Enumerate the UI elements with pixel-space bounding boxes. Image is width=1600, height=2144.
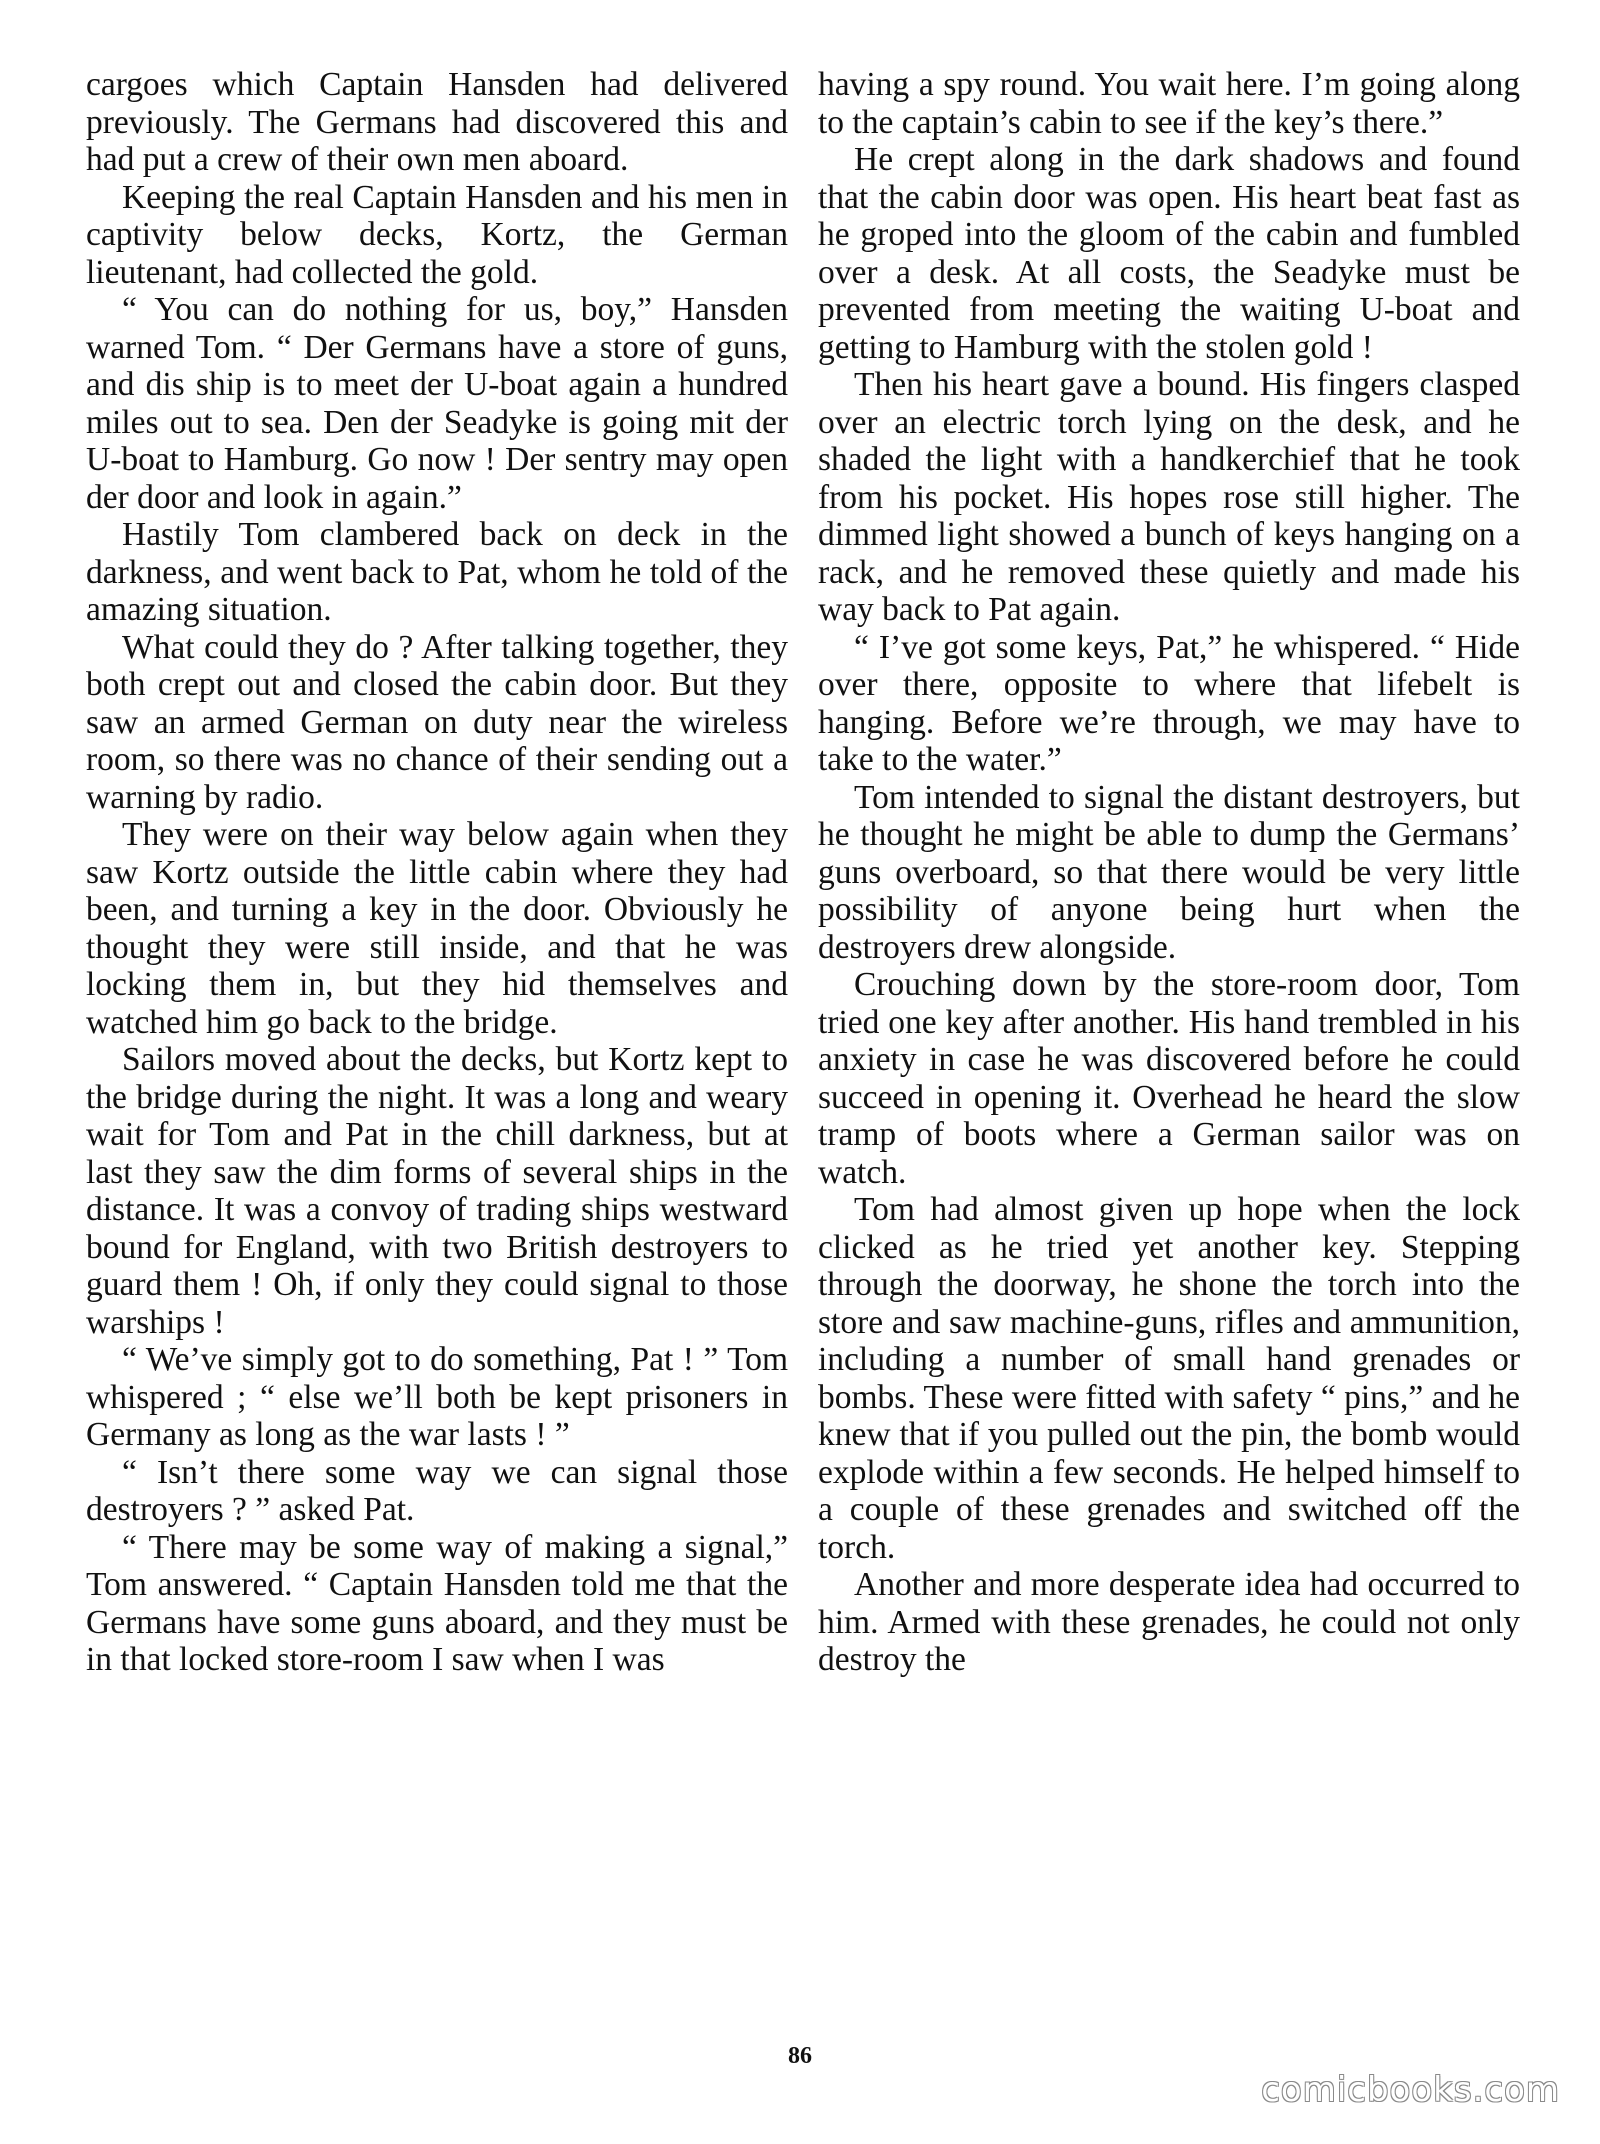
paragraph: “ You can do nothing for us, boy,” Hansden warned Tom. “ Der Germans have a store of guns, and dis ship is to meet der U-boat again a hundred miles out to sea. Den der Seadyke is going mit der U-boat to Hamburg. Go now ! Der sentry may open der door and look in again.” <box>86 291 788 516</box>
paragraph: Crouching down by the store-room door, Tom tried one key after another. His hand trembled in his anxiety in case he was discovered before he could succeed in opening it. Overhead he heard the slow tramp of boots where a German sailor was on watch. <box>818 966 1520 1191</box>
page-number: 86 <box>788 2043 812 2069</box>
watermark: comicbooks.com <box>1261 2070 1560 2110</box>
paragraph: Tom intended to signal the distant destroyers, but he thought he might be able to dump the Germans’ guns overboard, so that there would be very little possibility of anyone being hurt when the destroyers drew alongside. <box>818 778 1520 966</box>
paragraph: having a spy round. You wait here. I’m going along to the captain’s cabin to see if the key’s there.” <box>818 66 1520 141</box>
paragraph: What could they do ? After talking together, they both crept out and closed the cabin door. But they saw an armed German on duty near the wireless room, so there was no chance of their sending out a warning by radio. <box>86 628 788 816</box>
paragraph: They were on their way below again when they saw Kortz outside the little cabin where they had been, and turning a key in the door. Obviously he thought they were still inside, and that he was locking them in, but they hid themselves and watched him go back to the bridge. <box>86 816 788 1041</box>
paragraph: Sailors moved about the decks, but Kortz kept to the bridge during the night. It was a long and weary wait for Tom and Pat in the chill darkness, but at last they saw the dim forms of several ships in the distance. It was a convoy of trading ships westward bound for England, with two British destroyers to guard them ! Oh, if only they could signal to those warships ! <box>86 1041 788 1341</box>
paragraph: Hastily Tom clambered back on deck in the darkness, and went back to Pat, whom he told of the amazing situation. <box>86 516 788 628</box>
paragraph: “ There may be some way of making a signal,” Tom answered. “ Captain Hansden told me that the Germans have some guns aboard, and they must be in that locked store-room I saw when I was <box>86 1528 788 1678</box>
paragraph: He crept along in the dark shadows and found that the cabin door was open. His heart beat fast as he groped into the gloom of the cabin and fumbled over a desk. At all costs, the Seadyke must be prevented from meeting the waiting U-boat and getting to Hamburg with the stolen gold ! <box>818 141 1520 366</box>
right-text-column <box>818 66 1520 1679</box>
paragraph: “ I’ve got some keys, Pat,” he whispered. “ Hide over there, opposite to where that lifebelt is hanging. Before we’re through, we may have to take to the water.” <box>818 628 1520 778</box>
left-text-column <box>86 66 788 1679</box>
paragraph: cargoes which Captain Hansden had delivered previously. The Germans had discovered this and had put a crew of their own men aboard. <box>86 66 788 178</box>
paragraph: “ Isn’t there some way we can signal those destroyers ? ” asked Pat. <box>86 1453 788 1528</box>
paragraph: Keeping the real Captain Hansden and his men in captivity below decks, Kortz, the German lieutenant, had collected the gold. <box>86 178 788 291</box>
paragraph: Another and more desperate idea had occurred to him. Armed with these grenades, he could not only destroy the <box>818 1566 1520 1678</box>
paragraph: Then his heart gave a bound. His fingers clasped over an electric torch lying on the desk, and he shaded the light with a handkerchief that he took from his pocket. His hopes rose still higher. The dimmed light showed a bunch of keys hanging on a rack, and he removed these quietly and made his way back to Pat again. <box>818 366 1520 628</box>
paragraph: Tom had almost given up hope when the lock clicked as he tried yet another key. Stepping through the doorway, he shone the torch into the store and saw machine-guns, rifles and ammunition, including a number of small hand grenades or bombs. These were fitted with safety “ pins,” and he knew that if you pulled out the pin, the bomb would explode within a few seconds. He helped himself to a couple of these grenades and switched off the torch. <box>818 1191 1520 1566</box>
paragraph: “ We’ve simply got to do something, Pat ! ” Tom whispered ; “ else we’ll both be kept prisoners in Germany as long as the war lasts ! ” <box>86 1341 788 1453</box>
